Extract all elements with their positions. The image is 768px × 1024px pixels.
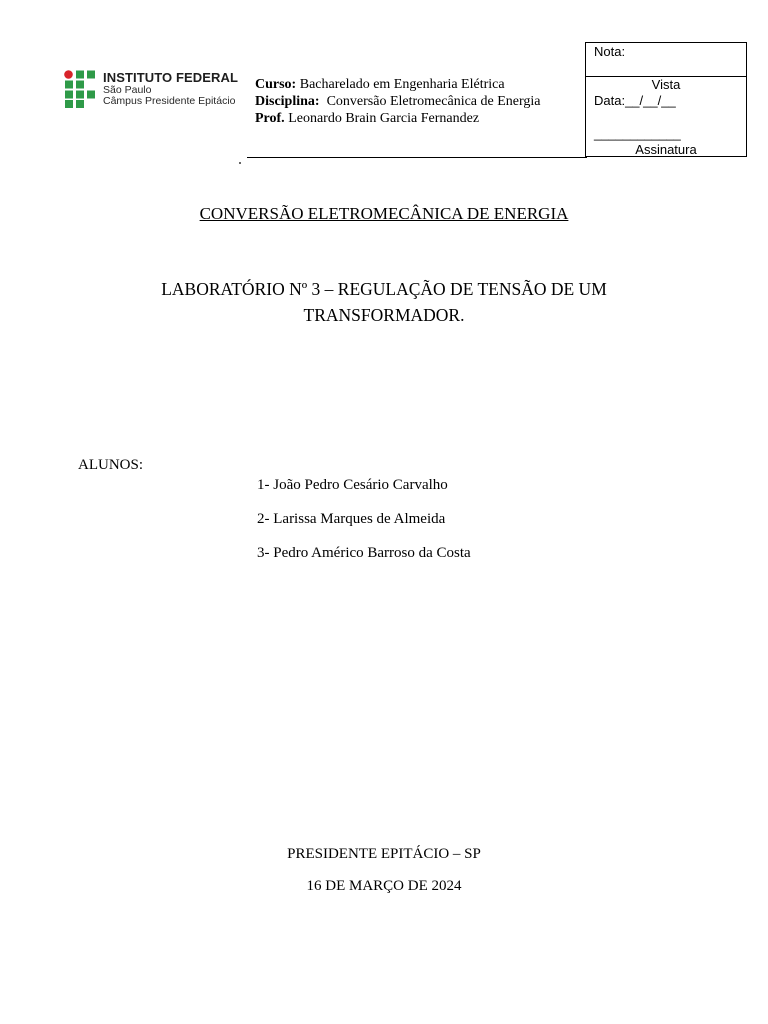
signature-label: Assinatura — [635, 142, 697, 157]
lab-title-line1: LABORATÓRIO Nº 3 – REGULAÇÃO DE TENSÃO DE UM — [161, 279, 607, 299]
city: PRESIDENTE EPITÁCIO – SP — [287, 846, 481, 862]
document-date: 16 DE MARÇO DE 2024 — [306, 878, 462, 894]
professor-line — [255, 110, 541, 127]
students-list — [257, 475, 471, 577]
discipline-line — [255, 93, 541, 110]
logo-campus-state: São Paulo — [103, 84, 152, 96]
signature-line: ____________ — [594, 126, 681, 141]
institution-logo — [64, 70, 239, 110]
subject-title-text: CONVERSÃO ELETROMECÂNICA DE ENERGIA — [199, 204, 569, 223]
professor-label: Prof. — [255, 111, 285, 126]
logo-text — [103, 70, 238, 107]
grade-label: Nota: — [594, 44, 626, 59]
if-logo-icon — [64, 70, 98, 108]
lab-title-line2: TRANSFORMADOR. — [303, 305, 465, 325]
course-label: Curso: — [255, 77, 297, 92]
subject-title — [0, 204, 768, 224]
grade-box — [585, 42, 747, 157]
students-label: ALUNOS: — [78, 457, 144, 473]
discipline-value: Conversão Eletromecânica de Energia — [326, 94, 541, 109]
student-item: 3- Pedro Américo Barroso da Costa — [257, 545, 471, 561]
stray-dot — [239, 162, 241, 164]
header-divider — [247, 157, 587, 158]
logo-name: INSTITUTO FEDERAL — [103, 70, 239, 85]
professor-value: Leonardo Brain Garcia Fernandez — [288, 111, 480, 126]
logo-campus-name: Câmpus Presidente Epitácio — [103, 95, 236, 107]
student-item: 1- João Pedro Cesário Carvalho — [257, 477, 448, 493]
date-field: Data:__/__/__ — [594, 93, 676, 108]
course-line — [255, 76, 541, 93]
discipline-label: Disciplina: — [255, 94, 320, 109]
course-info — [255, 76, 541, 127]
course-value: Bacharelado em Engenharia Elétrica — [299, 77, 505, 92]
student-item: 2- Larissa Marques de Almeida — [257, 511, 446, 527]
vista-label: Vista — [651, 77, 681, 92]
lab-title — [0, 276, 768, 328]
